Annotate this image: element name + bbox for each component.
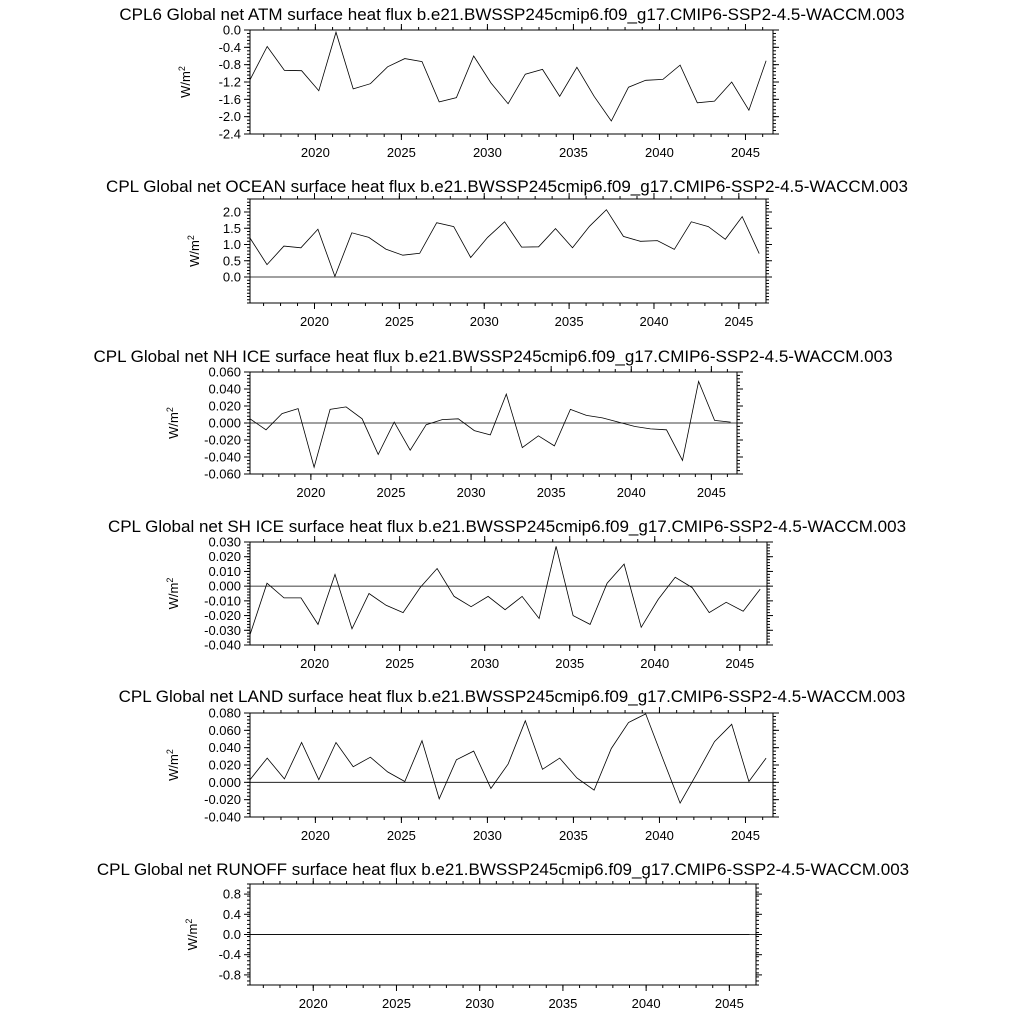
series-line-1 [250, 32, 766, 121]
x-tick-label: 2020 [300, 314, 329, 329]
x-tick-label: 2025 [382, 996, 411, 1011]
y-axis-label-unit: W/m [185, 923, 200, 951]
y-tick-label: 0.000 [208, 774, 241, 790]
y-tick-label: -0.040 [204, 637, 241, 653]
x-tick-label: 2035 [555, 656, 585, 671]
y-axis-label [177, 66, 193, 98]
x-tick-label: 2020 [298, 996, 328, 1011]
y-tick-label: -0.020 [204, 792, 241, 808]
panel-1 [119, 5, 904, 160]
y-tick-label: 0.0 [222, 927, 241, 942]
y-tick-label: 0.040 [208, 740, 241, 756]
y-tick-label: 0.5 [222, 253, 241, 269]
y-tick-label: 0.020 [208, 757, 241, 773]
x-tick-label: 2025 [386, 145, 416, 160]
y-tick-label: -0.040 [204, 809, 241, 825]
y-tick-label: 0.030 [208, 534, 241, 550]
plot-frame [250, 30, 773, 134]
y-tick-label: -0.8 [218, 57, 241, 73]
x-tick-label: 2030 [470, 656, 500, 671]
y-tick-label: 1.0 [222, 237, 241, 252]
y-axis-label-unit: W/m [166, 754, 181, 781]
y-tick-label: -0.8 [218, 967, 241, 983]
x-tick-label: 2030 [469, 314, 499, 329]
x-tick-label: 2035 [554, 314, 584, 329]
panel-title: CPL Global net SH ICE surface heat flux b.e21.BWSSP245cmip6.f09_g17.CMIP6-SSP2-4.5-WACCM.003 [107, 517, 907, 536]
y-tick-label: -1.2 [218, 74, 241, 90]
y-tick-label: -2.0 [218, 109, 241, 125]
y-axis-label-exponent: 2 [165, 407, 175, 413]
x-tick-label: 2035 [536, 485, 566, 500]
y-axis-label [186, 235, 202, 267]
x-tick-label: 2035 [548, 996, 578, 1011]
x-tick-label: 2035 [558, 145, 588, 160]
y-axis-label-exponent: 2 [165, 749, 175, 755]
panel-6 [97, 860, 909, 1011]
x-tick-label: 2025 [376, 485, 406, 500]
x-tick-label: 2025 [385, 656, 415, 671]
y-axis-label-exponent: 2 [186, 235, 196, 241]
panel-title: CPL Global net OCEAN surface heat flux b.e21.BWSSP245cmip6.f09_g17.CMIP6-SSP2-4.5-WACCM.003 [106, 177, 908, 196]
y-axis-label [165, 749, 181, 781]
y-tick-label: 0.0 [222, 269, 241, 285]
y-axis-label-unit: W/m [166, 582, 181, 610]
y-axis-label-unit: W/m [187, 240, 202, 267]
panel-3 [93, 347, 892, 500]
series-line-1 [250, 546, 760, 634]
x-tick-label: 2030 [465, 996, 495, 1011]
y-axis-label [165, 407, 181, 439]
y-tick-label: -0.060 [204, 466, 241, 482]
y-tick-label: -1.6 [218, 91, 241, 107]
x-tick-label: 2040 [640, 656, 670, 671]
y-tick-label: -0.4 [218, 947, 241, 963]
y-tick-label: -0.030 [204, 622, 241, 638]
x-tick-label: 2040 [631, 996, 661, 1011]
x-tick-label: 2030 [456, 485, 486, 500]
plot-frame [250, 542, 767, 645]
x-tick-label: 2045 [725, 656, 755, 671]
y-tick-label: 0.060 [208, 722, 241, 738]
panel-title: CPL Global net NH ICE surface heat flux b.e21.BWSSP245cmip6.f09_g17.CMIP6-SSP2-4.5-WACCM.003 [93, 347, 893, 366]
y-axis-label-exponent: 2 [184, 918, 194, 924]
y-tick-label: 0.0 [222, 22, 241, 38]
x-tick-label: 2035 [558, 828, 588, 843]
panel-title: CPL Global net RUNOFF surface heat flux b.e21.BWSSP245cmip6.f09_g17.CMIP6-SSP2-4.5-WACCM.003 [96, 860, 910, 879]
y-tick-label: -2.4 [218, 126, 241, 142]
x-tick-label: 2045 [714, 996, 744, 1011]
x-tick-label: 2040 [639, 314, 669, 329]
y-tick-label: -0.020 [204, 608, 241, 624]
y-axis-label-exponent: 2 [165, 577, 175, 583]
x-tick-label: 2030 [472, 145, 502, 160]
y-tick-label: -0.020 [204, 432, 241, 448]
x-tick-label: 2040 [644, 828, 674, 843]
plot-frame [250, 199, 766, 303]
y-axis-label-exponent: 2 [177, 66, 187, 72]
x-tick-label: 2040 [644, 145, 674, 160]
y-tick-label: 0.020 [208, 549, 241, 565]
y-tick-label: -0.4 [218, 39, 241, 55]
y-tick-label: 0.010 [208, 563, 241, 579]
x-tick-label: 2045 [731, 145, 760, 160]
x-tick-label: 2045 [724, 314, 754, 329]
y-tick-label: -0.040 [204, 449, 241, 465]
series-line-1 [250, 381, 731, 467]
panel-title: CPL Global net LAND surface heat flux b.e21.BWSSP245cmip6.f09_g17.CMIP6-SSP2-4.5-WACCM.003 [118, 687, 906, 706]
y-axis-label-unit: W/m [178, 71, 193, 98]
panel-5 [119, 687, 906, 843]
series-line-1 [250, 714, 766, 803]
x-tick-label: 2045 [731, 828, 760, 843]
panel-4 [108, 517, 906, 671]
y-tick-label: 0.8 [222, 886, 241, 902]
plot-frame [250, 713, 773, 817]
y-tick-label: 0.020 [208, 398, 241, 414]
y-axis-label-unit: W/m [166, 412, 181, 439]
x-tick-label: 2020 [300, 145, 330, 160]
y-tick-label: 0.000 [208, 578, 241, 594]
x-tick-label: 2020 [300, 656, 330, 671]
y-tick-label: 0.000 [208, 415, 241, 431]
panel-title: CPL6 Global net ATM surface heat flux b.e21.BWSSP245cmip6.f09_g17.CMIP6-SSP2-4.5-WACCM.003 [119, 5, 905, 24]
y-tick-label: -0.010 [204, 593, 241, 609]
y-tick-label: 2.0 [222, 204, 241, 220]
y-axis-label [184, 919, 200, 951]
y-axis-label [165, 578, 181, 610]
y-tick-label: 0.060 [208, 364, 241, 380]
x-tick-label: 2030 [472, 828, 502, 843]
x-tick-label: 2040 [616, 485, 646, 500]
y-tick-label: 1.5 [222, 220, 241, 236]
panel-2 [106, 177, 908, 329]
y-tick-label: 0.080 [208, 705, 241, 721]
x-tick-label: 2025 [386, 828, 416, 843]
x-tick-label: 2045 [696, 485, 726, 500]
x-tick-label: 2020 [300, 828, 330, 843]
x-tick-label: 2020 [296, 485, 326, 500]
y-tick-label: 0.040 [208, 381, 241, 397]
x-tick-label: 2025 [384, 314, 414, 329]
y-tick-label: 0.4 [222, 906, 241, 922]
series-line-1 [250, 210, 759, 277]
